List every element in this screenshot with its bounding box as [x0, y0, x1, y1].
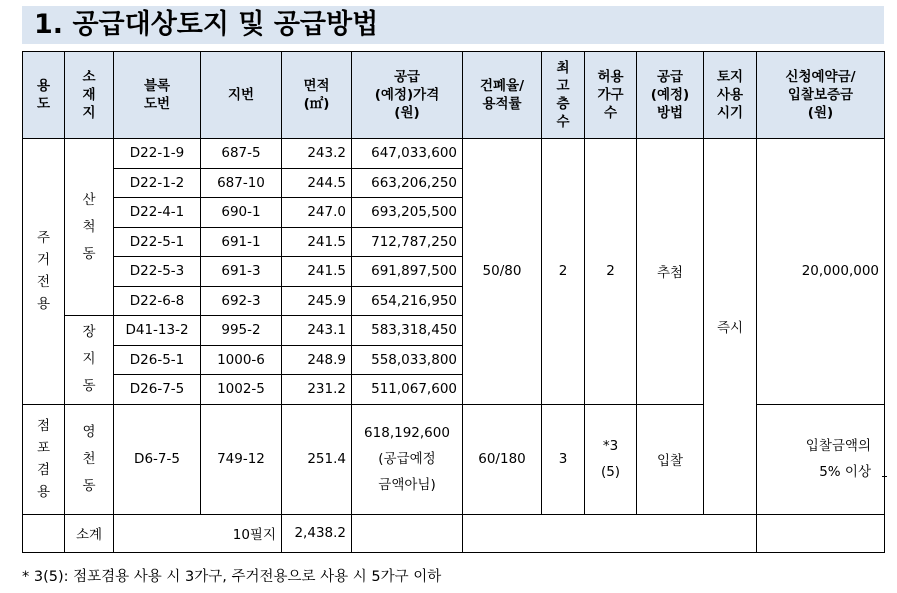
location-sancheok: 산 척 동	[65, 139, 114, 316]
price-cell: 691,897,500	[352, 257, 463, 287]
lot-cell: 691-3	[201, 257, 282, 287]
footnote: * 3(5): 점포겸용 사용 시 3가구, 주거전용으로 사용 시 5가구 이하	[22, 569, 442, 585]
lot-cell: 995-2	[201, 316, 282, 346]
households-store: *3 (5)	[585, 404, 637, 514]
subtotal-label: 소계	[65, 514, 114, 552]
header-households: 허용 가구 수	[585, 52, 637, 139]
lot-cell: 687-5	[201, 139, 282, 169]
price-cell: 647,033,600	[352, 139, 463, 169]
header-method: 공급 (예정) 방법	[637, 52, 704, 139]
lot-cell: 1000-6	[201, 345, 282, 375]
block-cell: D26-5-1	[114, 345, 201, 375]
block-cell: D22-5-3	[114, 257, 201, 287]
price-cell: 511,067,600	[352, 375, 463, 405]
location-jangji: 장 지 동	[65, 316, 114, 405]
subtotal-deposit	[757, 514, 885, 552]
header-area: 면적 (㎡)	[282, 52, 352, 139]
header-price: 공급 (예정)가격 (원)	[352, 52, 463, 139]
lot-cell: 749-12	[201, 404, 282, 514]
supply-table	[22, 51, 885, 553]
area-cell: 243.2	[282, 139, 352, 169]
header-ratio: 건폐율/ 용적률	[463, 52, 542, 139]
block-cell: D22-6-8	[114, 286, 201, 316]
header-deposit: 신청예약금/ 입찰보증금 (원)	[757, 52, 885, 139]
floors-residential: 2	[542, 139, 585, 405]
lot-cell: 1002-5	[201, 375, 282, 405]
block-cell: D41-13-2	[114, 316, 201, 346]
margin-tick	[882, 476, 887, 477]
subtotal-area: 2,438.2	[282, 514, 352, 552]
price-cell: 558,033,800	[352, 345, 463, 375]
page-title: 1. 공급대상토지 및 공급방법	[34, 9, 379, 40]
area-cell: 251.4	[282, 404, 352, 514]
header-block: 블록 도번	[114, 52, 201, 139]
subtotal-row	[23, 514, 885, 552]
table-row	[23, 139, 885, 169]
block-cell: D22-5-1	[114, 227, 201, 257]
floors-store: 3	[542, 404, 585, 514]
area-cell: 248.9	[282, 345, 352, 375]
area-cell: 247.0	[282, 198, 352, 228]
timing-cell: 즉시	[704, 139, 757, 515]
header-floors: 최 고 층 수	[542, 52, 585, 139]
deposit-store: 입찰금액의 5% 이상	[757, 404, 885, 514]
header-timing: 토지 사용 시기	[704, 52, 757, 139]
lot-cell: 690-1	[201, 198, 282, 228]
price-cell-store: 618,192,600 (공급예정 금액아님)	[352, 404, 463, 514]
area-cell: 241.5	[282, 227, 352, 257]
price-cell: 663,206,250	[352, 168, 463, 198]
households-residential: 2	[585, 139, 637, 405]
header-use: 용 도	[23, 52, 65, 139]
block-cell: D6-7-5	[114, 404, 201, 514]
subtotal-empty	[23, 514, 65, 552]
method-store: 입찰	[637, 404, 704, 514]
lot-cell: 687-10	[201, 168, 282, 198]
area-cell: 243.1	[282, 316, 352, 346]
block-cell: D22-4-1	[114, 198, 201, 228]
lot-cell: 692-3	[201, 286, 282, 316]
price-cell: 654,216,950	[352, 286, 463, 316]
block-cell: D22-1-2	[114, 168, 201, 198]
subtotal-blank	[463, 514, 757, 552]
block-cell: D22-1-9	[114, 139, 201, 169]
subtotal-price	[352, 514, 463, 552]
method-residential: 추첨	[637, 139, 704, 405]
lot-cell: 691-1	[201, 227, 282, 257]
area-cell: 231.2	[282, 375, 352, 405]
area-cell: 241.5	[282, 257, 352, 287]
area-cell: 245.9	[282, 286, 352, 316]
price-cell: 693,205,500	[352, 198, 463, 228]
price-cell: 712,787,250	[352, 227, 463, 257]
use-store: 점 포 겸 용	[23, 404, 65, 514]
ratio-store: 60/180	[463, 404, 542, 514]
header-lot: 지번	[201, 52, 282, 139]
location-yeongcheon: 영 천 동	[65, 404, 114, 514]
price-cell: 583,318,450	[352, 316, 463, 346]
deposit-residential: 20,000,000	[757, 139, 885, 405]
ratio-residential: 50/80	[463, 139, 542, 405]
header-row	[23, 52, 885, 139]
use-residential: 주 거 전 용	[23, 139, 65, 405]
block-cell: D26-7-5	[114, 375, 201, 405]
subtotal-lots: 10필지	[114, 514, 282, 552]
header-location: 소 재 지	[65, 52, 114, 139]
area-cell: 244.5	[282, 168, 352, 198]
